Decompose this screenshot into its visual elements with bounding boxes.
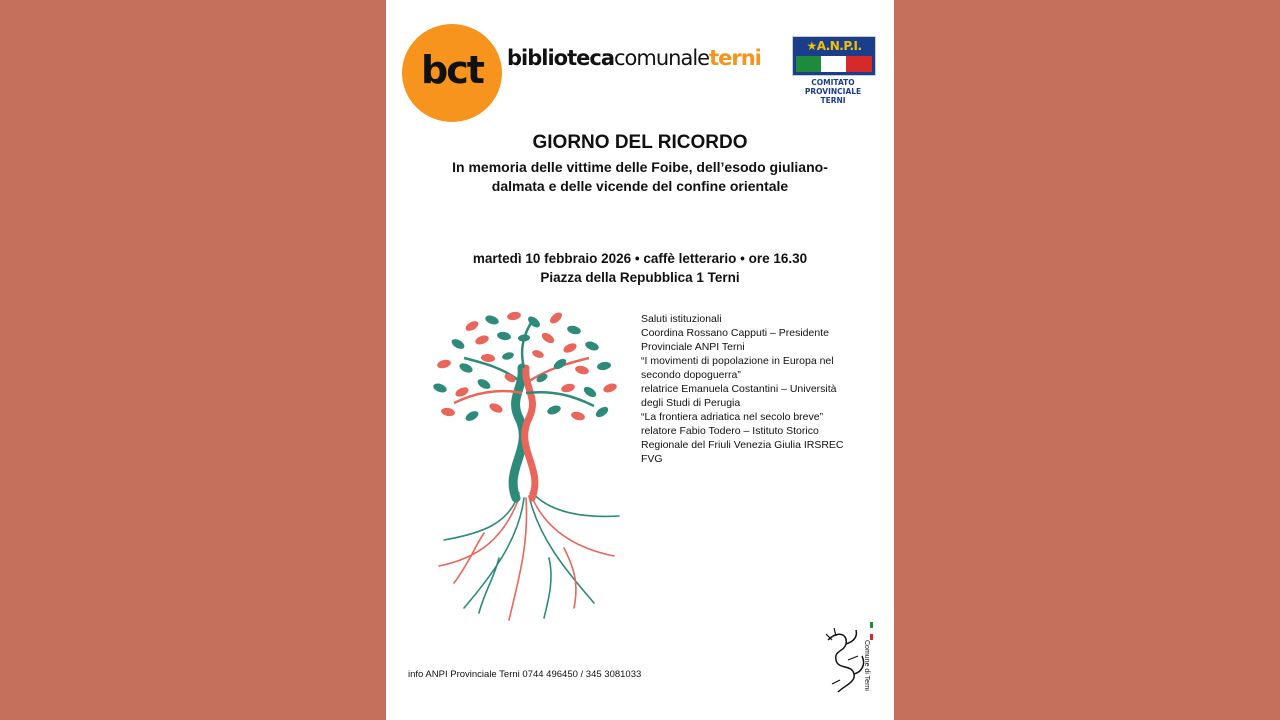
program-line: Coordina Rossano Capputi – Presidente xyxy=(641,327,829,339)
anpi-sub-line: PROVINCIALE xyxy=(804,87,862,96)
program-line: Saluti istituzionali xyxy=(641,313,722,325)
comune-label: Comune di Terni xyxy=(863,640,870,691)
subtitle-line: dalmata e delle vicende del confine orientale xyxy=(491,178,789,194)
event-poster xyxy=(386,0,894,720)
bct-logo xyxy=(402,24,502,122)
tree-illustration xyxy=(424,308,624,626)
program-line: FVG xyxy=(641,453,663,465)
program-line: secondo dopoguerra” xyxy=(641,369,741,381)
program-line: degli Studi di Perugia xyxy=(641,397,741,409)
event-program xyxy=(641,312,861,466)
wordmark-comunale: comunale xyxy=(614,46,710,70)
tree-roots xyxy=(439,491,619,620)
date-line: martedì 10 febbraio 2026 • caffè letterario • ore 16.30 xyxy=(472,251,808,266)
event-title: GIORNO DEL RICORDO xyxy=(532,132,748,153)
program-line: “I movimenti di popolazione in Europa nel xyxy=(641,355,834,367)
anpi-sub-line: COMITATO xyxy=(811,78,855,87)
anpi-sub-line: TERNI xyxy=(820,96,846,105)
event-datetime xyxy=(386,249,894,287)
library-wordmark xyxy=(507,46,761,70)
anpi-subtitle xyxy=(792,78,874,105)
event-subtitle xyxy=(406,158,874,196)
tree-trunk xyxy=(513,368,535,498)
comune-di-terni-dragon-icon xyxy=(818,620,882,698)
program-line: Regionale del Friuli Venezia Giulia IRSREC xyxy=(641,439,844,451)
bct-logo-text: bct xyxy=(421,48,483,92)
wordmark-biblioteca: biblioteca xyxy=(507,46,614,70)
subtitle-line: In memoria delle vittime delle Foibe, dell’esodo giuliano- xyxy=(452,159,828,175)
wordmark-terni: terni xyxy=(709,46,761,70)
place-line: Piazza della Repubblica 1 Terni xyxy=(540,270,740,285)
italian-flag-icon xyxy=(796,56,872,72)
program-line: “La frontiera adriatica nel secolo breve” xyxy=(641,411,824,423)
program-line: relatrice Emanuela Costantini – Università xyxy=(641,383,837,395)
anpi-title: ★A.N.P.I. xyxy=(806,39,862,53)
anpi-logo xyxy=(792,36,876,106)
anpi-badge xyxy=(792,36,876,76)
program-line: Provinciale ANPI Terni xyxy=(641,341,745,353)
contact-info: info ANPI Provinciale Terni 0744 496450 / 345 3081033 xyxy=(408,669,642,680)
program-line: relatore Fabio Todero – Istituto Storico xyxy=(641,425,819,437)
